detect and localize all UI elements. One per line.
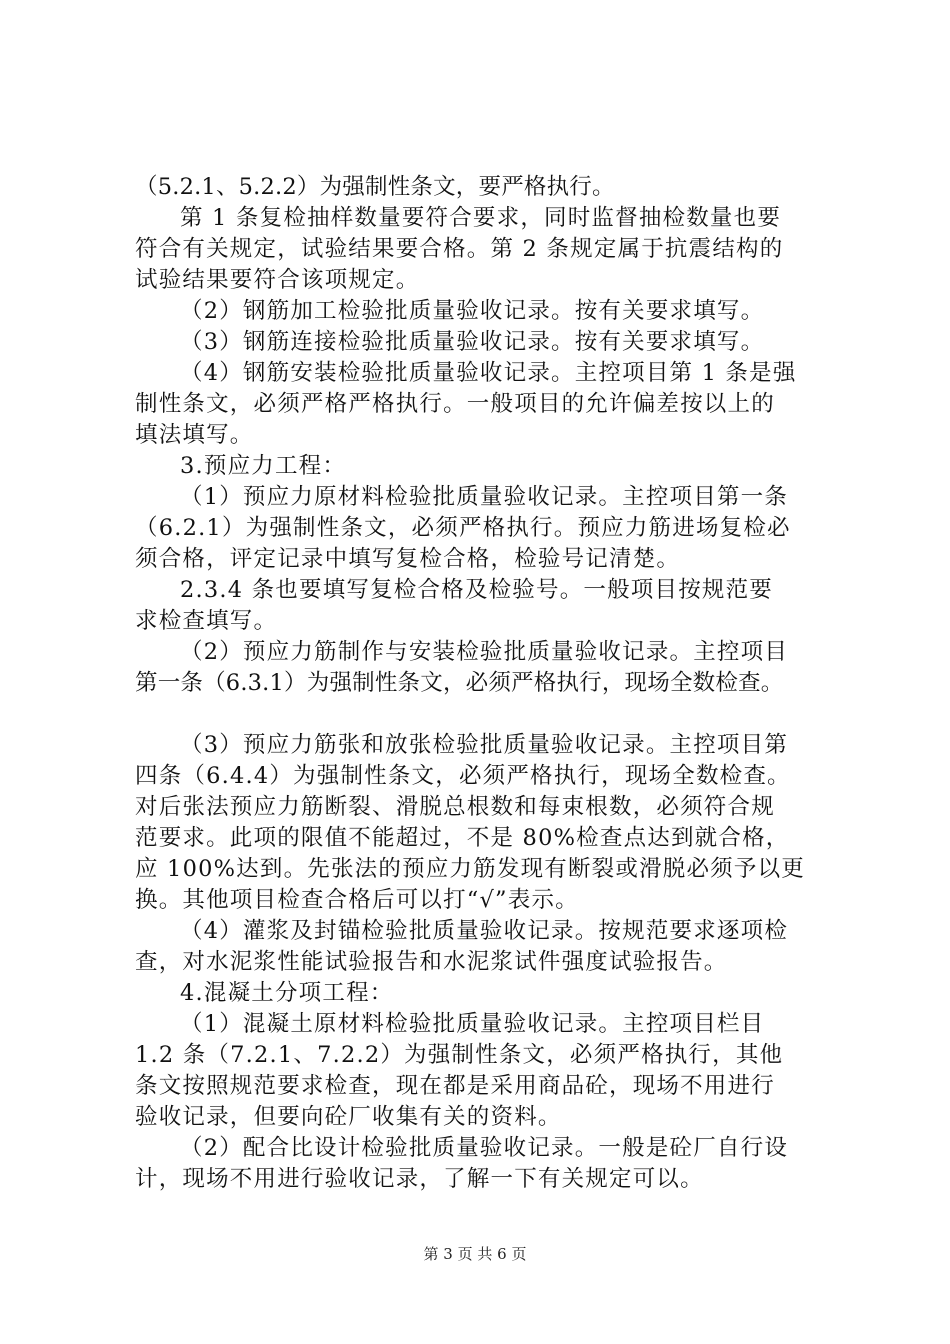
body-line: 求检查填写。 <box>135 608 278 634</box>
body-line: （4）灌浆及封锚检验批质量验收记录。按规范要求逐项检 <box>180 918 789 944</box>
body-line: 试验结果要符合该项规定。 <box>135 267 420 293</box>
body-line: （4）钢筋安装检验批质量验收记录。主控项目第 1 条是强 <box>180 360 797 386</box>
body-line: （5.2.1、5.2.2）为强制性条文，要严格执行。 <box>135 174 615 200</box>
page-number-footer: 第 3 页 共 6 页 <box>423 1245 527 1263</box>
body-line: （3）钢筋连接检验批质量验收记录。按有关要求填写。 <box>180 329 765 355</box>
body-line: 制性条文，必须严格严格执行。一般项目的允许偏差按以上的 <box>135 391 775 417</box>
body-line: （2）配合比设计检验批质量验收记录。一般是砼厂自行设 <box>180 1135 789 1161</box>
body-line: 第 1 条复检抽样数量要符合要求，同时监督抽检数量也要 <box>180 205 782 231</box>
body-line: 范要求。此项的限值不能超过，不是 80%检查点达到就合格， <box>135 825 790 851</box>
document-body <box>135 172 835 1195</box>
body-line: （3）预应力筋张和放张检验批质量验收记录。主控项目第 <box>180 732 789 758</box>
body-line: （1）预应力原材料检验批质量验收记录。主控项目第一条 <box>180 484 789 510</box>
body-line: 条文按照规范要求检查，现在都是采用商品砼，现场不用进行 <box>135 1073 775 1099</box>
paragraph-gap <box>135 699 835 730</box>
body-line: 2.3.4 条也要填写复检合格及检验号。一般项目按规范要 <box>180 577 774 603</box>
body-line: 换。其他项目检查合格后可以打“√”表示。 <box>135 887 579 913</box>
body-line: 符合有关规定，试验结果要合格。第 2 条规定属于抗震结构的 <box>135 236 784 262</box>
body-line: （2）预应力筋制作与安装检验批质量验收记录。主控项目 <box>180 639 789 665</box>
body-line: 查，对水泥浆性能试验报告和水泥浆试件强度试验报告。 <box>135 949 728 975</box>
body-line: 四条（6.4.4）为强制性条文，必须严格执行，现场全数检查。 <box>135 763 791 789</box>
section-heading: 3.预应力工程： <box>180 453 347 479</box>
body-line: 计，现场不用进行验收记录，了解一下有关规定可以。 <box>135 1166 704 1192</box>
body-line: 1.2 条（7.2.1、7.2.2）为强制性条文，必须严格执行，其他 <box>135 1042 784 1068</box>
section-heading: 4.混凝土分项工程： <box>180 980 394 1006</box>
body-line: （1）混凝土原材料检验批质量验收记录。主控项目栏目 <box>180 1011 765 1037</box>
body-line: 填法填写。 <box>135 422 254 448</box>
body-line: 应 100%达到。先张法的预应力筋发现有断裂或滑脱必须予以更 <box>135 856 805 882</box>
body-line: 对后张法预应力筋断裂、滑脱总根数和每束根数，必须符合规 <box>135 794 775 820</box>
body-line: 验收记录，但要向砼厂收集有关的资料。 <box>135 1104 562 1130</box>
body-line: 第一条（6.3.1）为强制性条文，必须严格执行，现场全数检查。 <box>135 670 784 696</box>
body-line: （6.2.1）为强制性条文，必须严格执行。预应力筋进场复检必 <box>135 515 791 541</box>
body-line: （2）钢筋加工检验批质量验收记录。按有关要求填写。 <box>180 298 765 324</box>
body-line: 须合格，评定记录中填写复检合格，检验号记清楚。 <box>135 546 681 572</box>
